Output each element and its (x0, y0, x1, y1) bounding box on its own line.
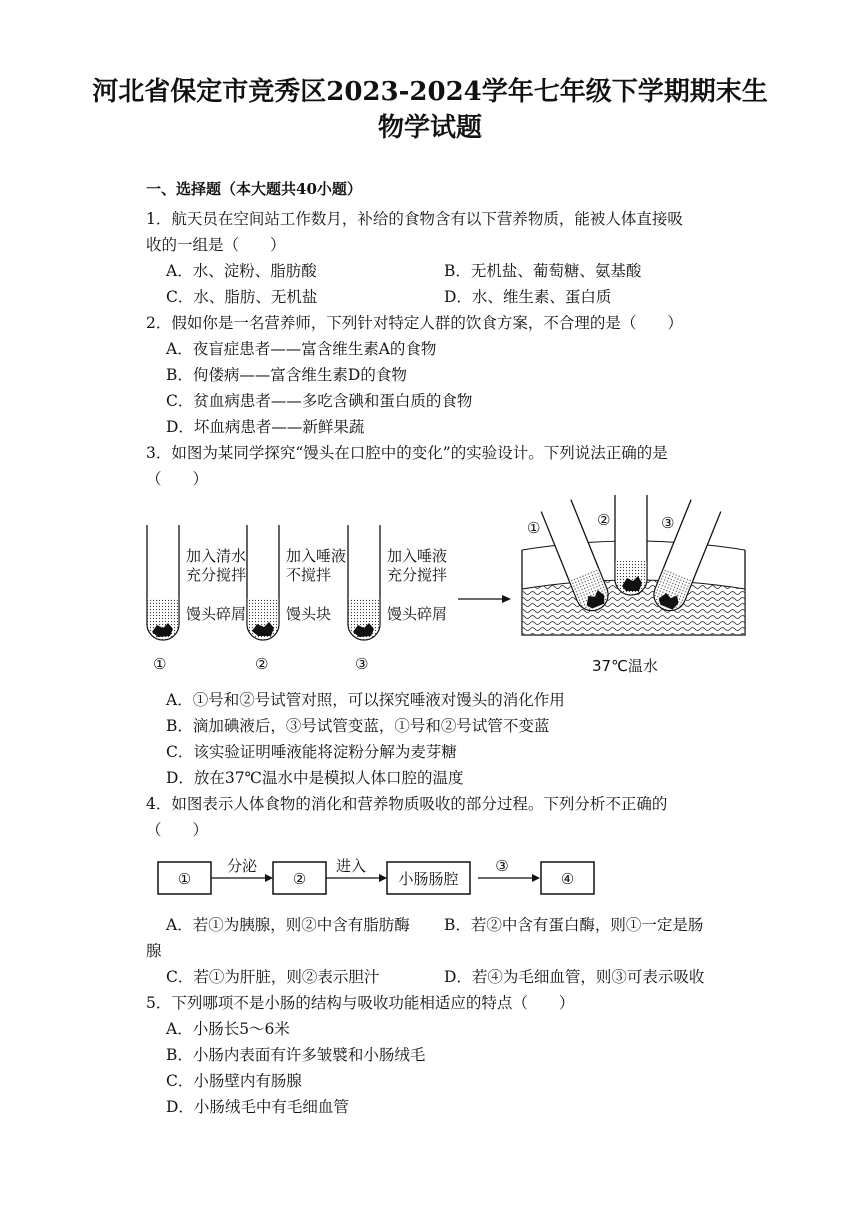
flow-arrow-1-label: 分泌 (226, 857, 258, 875)
q4-option-b-continued: 腺 (146, 942, 162, 960)
q4-flow-diagram (150, 848, 610, 900)
q4-option-b: B．若②中含有蛋白酶，则①一定是肠 (444, 916, 704, 934)
q5-option-d: D．小肠绒毛中有毛细血管 (166, 1098, 349, 1116)
q3-option-b: B．滴加碘液后，③号试管变蓝，①号和②号试管不变蓝 (166, 717, 550, 735)
q5-option-c: C．小肠壁内有肠腺 (166, 1072, 302, 1090)
flow-box-1-label: ① (177, 870, 192, 888)
tube3-content: 馒头碎屑 (387, 605, 448, 623)
q3-option-c: C．该实验证明唾液能将淀粉分解为麦芽糖 (166, 743, 457, 761)
tube1-content: 馒头碎屑 (186, 605, 247, 623)
flow-box-3-label: 小肠肠腔 (398, 870, 459, 888)
q5-option-b: B．小肠内表面有许多皱襞和小肠绒毛 (166, 1046, 426, 1064)
tube1-number: ① (153, 655, 167, 673)
q1-option-d: D．水、维生素、蛋白质 (444, 288, 612, 306)
q1-stem-line2: 收的一组是（ ） (146, 236, 286, 254)
tube1-label-1: 加入清水 (186, 547, 247, 565)
q2-option-b: B．佝偻病——富含维生素D的食物 (166, 366, 407, 384)
tube3-label-1: 加入唾液 (387, 547, 448, 565)
q3-experiment-figure (140, 488, 780, 680)
q1-option-c: C．水、脂肪、无机盐 (166, 288, 318, 306)
q4-option-c: C．若①为肝脏，则②表示胆汁 (166, 968, 380, 986)
bath-tube-1-number: ① (527, 519, 541, 537)
q5-stem: 5．下列哪项不是小肠的结构与吸收功能相适应的特点（ ） (146, 994, 575, 1012)
q4-option-d: D．若④为毛细血管，则③可表示吸收 (444, 968, 705, 986)
flow-box-2-label: ② (292, 870, 307, 888)
q3-option-a: A．①号和②号试管对照，可以探究唾液对馒头的消化作用 (166, 691, 565, 709)
q1-option-b: B．无机盐、葡萄糖、氨基酸 (444, 262, 642, 280)
arrow-right-icon (265, 874, 273, 882)
page-title-line2: 物学试题 (377, 113, 482, 143)
q4-stem-line1: 4．如图表示人体食物的消化和营养物质吸收的部分过程。下列分析不正确的 (146, 795, 668, 813)
bath-tube-3-number: ③ (661, 514, 675, 532)
page-title-line1: 河北省保定市竞秀区2023-2024学年七年级下学期期末生 (92, 77, 768, 107)
q2-option-d: D．坏血病患者——新鲜果蔬 (166, 418, 365, 436)
tube2-content: 馒头块 (286, 605, 332, 623)
q2-option-c: C．贫血病患者——多吃含碘和蛋白质的食物 (166, 392, 473, 410)
tube3-label-2: 充分搅拌 (387, 566, 448, 584)
tube2-number: ② (255, 655, 269, 673)
q2-option-a: A．夜盲症患者——富含维生素A的食物 (166, 340, 437, 358)
arrow-right-icon (379, 874, 387, 882)
q1-option-a: A．水、淀粉、脂肪酸 (166, 262, 317, 280)
arrow-right-icon (458, 595, 511, 603)
arrow-right-icon (532, 874, 540, 882)
test-tube-2 (247, 525, 279, 640)
flow-arrow-2-label: 进入 (335, 857, 367, 875)
section-heading: 一、选择题（本大题共40小题） (146, 180, 362, 198)
flow-box-4-label: ④ (560, 870, 575, 888)
test-tube-1 (147, 525, 179, 640)
tube3-number: ③ (355, 655, 369, 673)
q1-stem-line1: 1．航天员在空间站工作数月，补给的食物含有以下营养物质，能被人体直接吸 (146, 210, 683, 228)
q4-stem-line2: （ ） (146, 821, 209, 839)
water-temperature-label: 37℃温水 (592, 657, 658, 675)
q2-stem: 2．假如你是一名营养师，下列针对特定人群的饮食方案，不合理的是（ ） (146, 314, 683, 332)
test-tube-3 (348, 525, 380, 640)
tube1-label-2: 充分搅拌 (186, 566, 247, 584)
flow-arrow-3-label: ③ (495, 857, 509, 875)
tube2-label-2: 不搅拌 (286, 566, 332, 584)
q4-option-a: A．若①为胰腺，则②中含有脂肪酶 (166, 916, 410, 934)
bath-tube-2 (615, 495, 647, 595)
tube2-label-1: 加入唾液 (286, 547, 347, 565)
bath-tube-2-number: ② (597, 511, 611, 529)
q5-option-a: A．小肠长5～6米 (166, 1020, 290, 1038)
q3-stem-line2: （ ） (146, 470, 209, 488)
q3-option-d: D．放在37℃温水中是模拟人体口腔的温度 (166, 769, 464, 787)
q3-stem-line1: 3．如图为某同学探究“馒头在口腔中的变化”的实验设计。下列说法正确的是 (146, 444, 668, 462)
